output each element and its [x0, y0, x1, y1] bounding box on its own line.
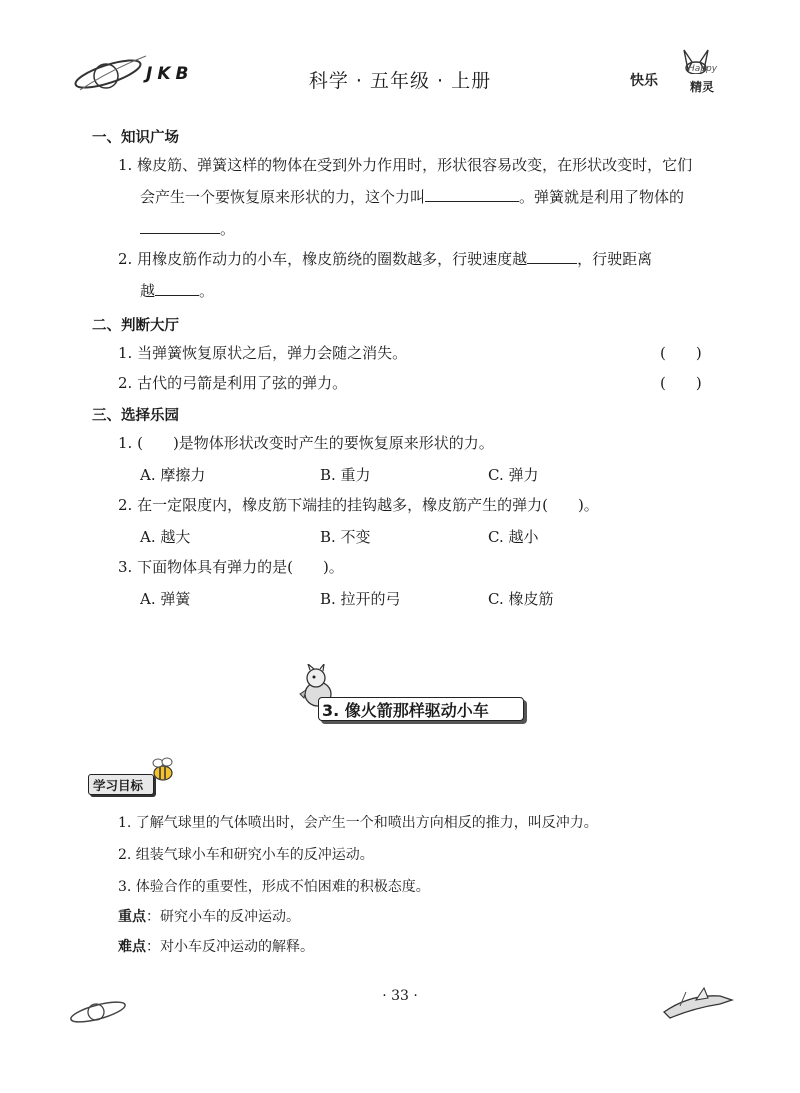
q2-text-line1a: 用橡皮筋作动力的小车，橡皮筋绕的圈数越多，行驶速度越: [137, 250, 528, 268]
goal-item: 2. 组装气球小车和研究小车的反冲运动。: [118, 847, 374, 863]
difficult-point: [118, 936, 314, 956]
difficult-point-text: ：对小车反冲运动的解释。: [146, 939, 314, 955]
choice-question: [118, 432, 494, 453]
choice-text: 在一定限度内，橡皮筋下端挂的挂钩越多，橡皮筋产生的弹力( )。: [137, 496, 599, 514]
judge-number: 2.: [118, 374, 133, 392]
q1-number: 1.: [118, 156, 133, 174]
choice-number: 1.: [118, 434, 133, 452]
choice-question: [118, 494, 599, 515]
section-title-knowledge: 一、知识广场: [92, 130, 179, 146]
lesson-title-banner: [318, 697, 524, 721]
goal-item: 1. 了解气球里的气体喷出时，会产生一个和喷出方向相反的推力，叫反冲力。: [118, 815, 598, 831]
happy-genius-logo: [626, 48, 732, 100]
brand-logo: JKB: [146, 64, 194, 84]
q2-text-line2b: 。: [199, 282, 215, 300]
judge-text: 当弹簧恢复原状之后，弹力会随之消失。: [137, 344, 408, 362]
option-b[interactable]: B. 重力: [320, 466, 371, 484]
judge-number: 1.: [118, 344, 133, 362]
answer-blank[interactable]: [155, 280, 199, 296]
goals-tag-label: 学习目标: [93, 778, 144, 793]
bee-icon: [148, 756, 178, 784]
q1-line2: [140, 186, 684, 207]
q1-line3: [140, 218, 235, 239]
q1-text-line3: 。: [220, 220, 236, 238]
learning-goals-tag: [88, 774, 154, 794]
choice-question: [118, 556, 344, 577]
logo-sub-text: Happy: [688, 64, 718, 74]
choice-number: 2.: [118, 496, 133, 514]
option-c[interactable]: C. 橡皮筋: [488, 590, 554, 608]
space-shuttle-icon: [660, 984, 736, 1024]
judge-item: [118, 372, 347, 393]
q1-text-line1: 橡皮筋、弹簧这样的物体在受到外力作用时，形状很容易改变，在形状改变时，它们: [137, 156, 693, 174]
section-title-judgement: 二、判断大厅: [92, 318, 179, 334]
answer-parentheses[interactable]: ( ): [660, 344, 702, 362]
q2-line2: [140, 280, 214, 301]
q1-line1: [118, 154, 692, 175]
page-number: · 33 ·: [382, 988, 418, 1004]
goal-item: 3. 体验合作的重要性，形成不怕困难的积极态度。: [118, 879, 430, 895]
choice-text: ( )是物体形状改变时产生的要恢复原来形状的力。: [137, 434, 494, 452]
option-b[interactable]: B. 不变: [320, 528, 371, 546]
answer-blank[interactable]: [140, 218, 220, 234]
option-a[interactable]: A. 摩擦力: [140, 466, 206, 484]
key-point-label: 重点: [118, 909, 146, 925]
lesson-title: 3. 像火箭那样驱动小车: [322, 701, 489, 720]
answer-blank[interactable]: [527, 248, 577, 264]
q2-text-line2a: 越: [140, 282, 156, 300]
key-point-text: ：研究小车的反冲运动。: [146, 909, 300, 925]
option-c[interactable]: C. 弹力: [488, 466, 539, 484]
difficult-point-label: 难点: [118, 939, 146, 955]
q2-text-line1b: ，行驶距离: [577, 250, 653, 268]
judge-item: [118, 342, 407, 363]
q2-number: 2.: [118, 250, 133, 268]
answer-blank[interactable]: [425, 186, 519, 202]
q1-text-line2a: 会产生一个要恢复原来形状的力，这个力叫: [140, 188, 426, 206]
option-a[interactable]: A. 越大: [140, 528, 191, 546]
q1-text-line2b: 。弹簧就是利用了物体的: [519, 188, 685, 206]
judge-text: 古代的弓箭是利用了弦的弹力。: [137, 374, 348, 392]
answer-parentheses[interactable]: ( ): [660, 374, 702, 392]
option-a[interactable]: A. 弹簧: [140, 590, 191, 608]
choice-number: 3.: [118, 558, 133, 576]
option-c[interactable]: C. 越小: [488, 528, 539, 546]
page-header-title: 科学 · 五年级 · 上册: [308, 70, 492, 92]
choice-text: 下面物体具有弹力的是( )。: [137, 558, 344, 576]
section-title-choice: 三、选择乐园: [92, 408, 179, 424]
q2-line1: [118, 248, 652, 269]
key-point: [118, 906, 300, 926]
logo-main-text: 快乐: [630, 73, 658, 89]
logo-genius-text: 精灵: [690, 80, 715, 94]
option-b[interactable]: B. 拉开的弓: [320, 590, 401, 608]
